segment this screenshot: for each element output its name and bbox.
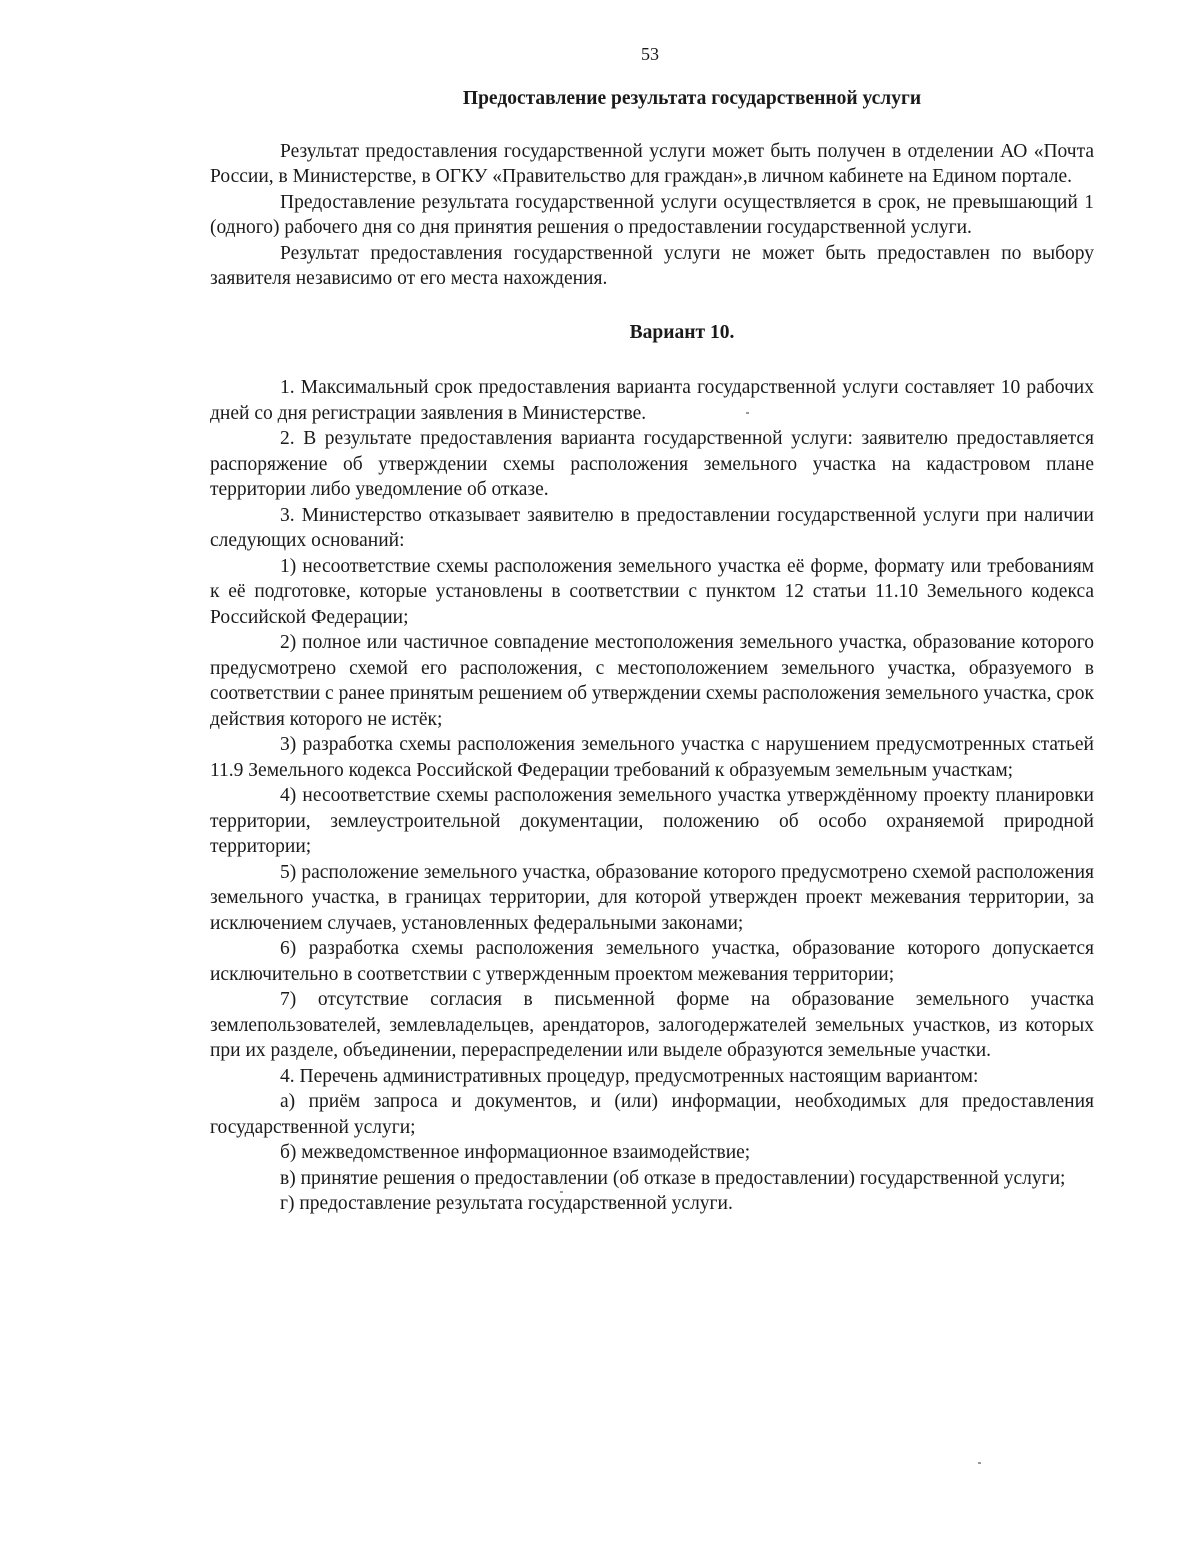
paragraph: 2. В результате предоставления варианта государственной услуги: заявителю предоставляется распоряжение об утверждении схемы расположения земельного участка на кадастровом плане территории либо уведомление об отказе. — [210, 428, 1094, 500]
paragraph: Результат предоставления государственной услуги не может быть предоставлен по выбору заявителя независимо от его места нахождения. — [210, 242, 1094, 289]
paragraph: Предоставление результата государственной услуги осуществляется в срок, не превышающий 1 (одного) рабочего дня со дня принятия решения о предоставлении государственной услуги. — [210, 191, 1094, 238]
paragraph: Результат предоставления государственной услуги может быть получен в отделении АО «Почта России, в Министерстве, в ОГКУ «Правительство для граждан»,в личном кабинете на Едином портале. — [210, 140, 1094, 187]
page-number: 53 — [641, 44, 659, 64]
list-item: 4) несоответствие схемы расположения земельного участка утверждённому проекту планировки территории, землеустроительной документации, положению об особо охраняемой природной территории; — [210, 785, 1094, 857]
paragraph: 4. Перечень административных процедур, предусмотренных настоящим вариантом: — [280, 1065, 979, 1087]
document-body — [210, 86, 1094, 1217]
list-item: 6) разработка схемы расположения земельного участка, образование которого допускается исключительно в соответствии с утвержденным проектом межевания территории; — [210, 938, 1094, 985]
scan-speck — [978, 1462, 981, 1464]
variant-title: Вариант 10. — [629, 321, 735, 343]
list-item: 7) отсутствие согласия в письменной форме на образование земельного участка землепользователей, землевладельцев, арендаторов, залогодержателей земельных участков, из которых при их разделе, объединении, перераспределении или выделе образуются земельные участки. — [210, 989, 1094, 1061]
list-item: 1) несоответствие схемы расположения земельного участка её форме, формату или требованиям к её подготовке, которые установлены в соответствии с пунктом 12 статьи 11.10 Земельного кодекса Российской Федерации; — [210, 555, 1094, 628]
list-item: в) принятие решения о предоставлении (об отказе в предоставлении) государственной услуги; — [280, 1167, 1066, 1189]
paragraph: 3. Министерство отказывает заявителю в предоставлении государственной услуги при наличии следующих оснований: — [210, 504, 1094, 551]
list-item: 3) разработка схемы расположения земельного участка с нарушением предусмотренных статьей 11.9 Земельного кодекса Российской Федерации требований к образуемым земельным участкам; — [210, 734, 1094, 781]
paragraph: 1. Максимальный срок предоставления варианта государственной услуги составляет 10 рабочих дней со дня регистрации заявления в Министерстве. — [210, 377, 1094, 424]
list-item: б) межведомственное информационное взаимодействие; — [280, 1142, 751, 1163]
section-title: Предоставление результата государственной услуги — [462, 88, 922, 109]
list-item: 2) полное или частичное совпадение местоположения земельного участка, образование которого предусмотрено схемой его расположения, с местоположением земельного участка, образуемого в соответствии с ранее принятым решением об утверждении схемы расположения земельного участка, срок действия которого не истёк; — [210, 632, 1094, 730]
list-item: г) предоставление результата государственной услуги. — [280, 1193, 733, 1214]
list-item: а) приём запроса и документов, и (или) информации, необходимых для предоставления государственной услуги; — [210, 1091, 1094, 1138]
scan-speck — [560, 1191, 563, 1193]
list-item: 5) расположение земельного участка, образование которого предусмотрено схемой расположения земельного участка, в границах территории, для которой утвержден проект межевания территории, за исключением случаев, установленных федеральными законами; — [210, 861, 1094, 934]
scan-speck — [746, 412, 749, 414]
